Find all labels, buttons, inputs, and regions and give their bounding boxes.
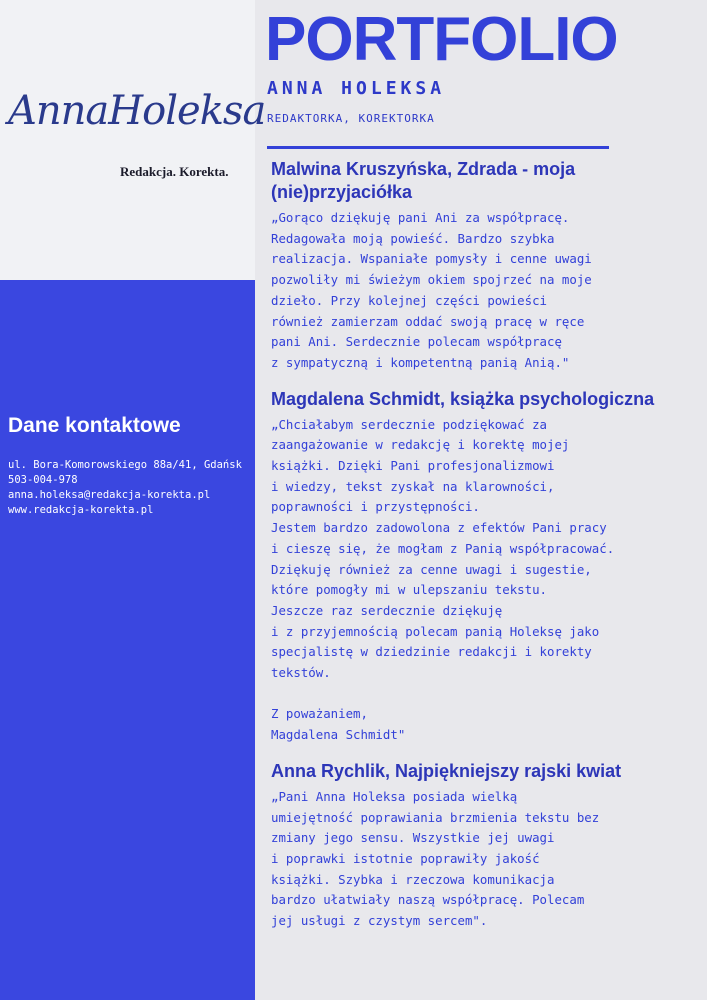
contact-details [8, 458, 242, 518]
testimonial [271, 760, 701, 932]
testimonials-list [271, 158, 701, 932]
author-name: ANNA HOLEKSA [267, 78, 446, 99]
divider [267, 146, 609, 149]
contact-title: Dane kontaktowe [8, 414, 181, 437]
contact-address: ul. Bora-Komorowskiego 88a/41, Gdańsk [8, 459, 242, 471]
testimonial-text: „Gorąco dziękuję pani Ani za współpracę. Redagowała moją powieść. Bardzo szybka realizacja. Wspaniałe pomysły i cenne uwagi pozwoliły mi świeżym okiem spojrzeć na moje dzieło. Przy kolejnej części powieści również zamierzam oddać swoją pracę w ręce pani Ani. Serdecznie polecam współpracę z sympatyczną i kompetentną panią Anią." [271, 210, 592, 370]
testimonial [271, 388, 701, 746]
contact-email[interactable]: anna.holeksa@redakcja-korekta.pl [8, 489, 211, 501]
logo-signature: AnnaHoleksa [8, 88, 266, 134]
testimonial-heading: Anna Rychlik, Najpiękniejszy rajski kwiat [271, 760, 622, 781]
page-title: PORTFOLIO [265, 5, 618, 74]
right-column [255, 0, 707, 1000]
testimonial-text: „Chciałabym serdecznie podziękować za zaangażowanie w redakcję i korektę mojej książki. Dzięki Pani profesjonalizmowi i wiedzy, tekst zyskał na klarowności, poprawności i przystępności. Jestem bardzo zadowolona z efektów Pani pracy i cieszę się, że mogłam z Panią współpracować. Dziękuję również za cenne uwagi i sugestie, które pomogły mi w ulepszaniu tekstu. Jeszcze raz serdecznie dziękuję i z przyjemnością polecam panią Holeksę jako specjalistę w dziedzinie redakcji i korekty tekstów. Z poważaniem, Magdalena Schmidt" [271, 416, 615, 743]
left-column [0, 0, 266, 1000]
testimonial-text: „Pani Anna Holeksa posiada wielką umiejętność poprawiania brzmienia tekstu bez zmiany jego sensu. Wszystkie jej uwagi i poprawki istotnie poprawiły jakość książki. Szybka i rzeczowa komunikacja bardzo ułatwiały naszą współpracę. Polecam jej usługi z czystym sercem". [271, 788, 600, 929]
logo-tagline: Redakcja. Korekta. [120, 164, 229, 179]
testimonial-heading: Magdalena Schmidt, książka psychologiczna [271, 388, 655, 409]
logo-area [0, 0, 266, 280]
contact-panel [0, 280, 255, 1000]
testimonial [271, 158, 701, 374]
contact-website[interactable]: www.redakcja-korekta.pl [8, 504, 154, 516]
author-role: REDAKTORKA, KOREKTORKA [267, 112, 435, 125]
contact-phone: 503-004-978 [8, 474, 78, 486]
testimonial-heading: Malwina Kruszyńska, Zdrada - moja (nie)przyjaciółka [271, 159, 576, 202]
